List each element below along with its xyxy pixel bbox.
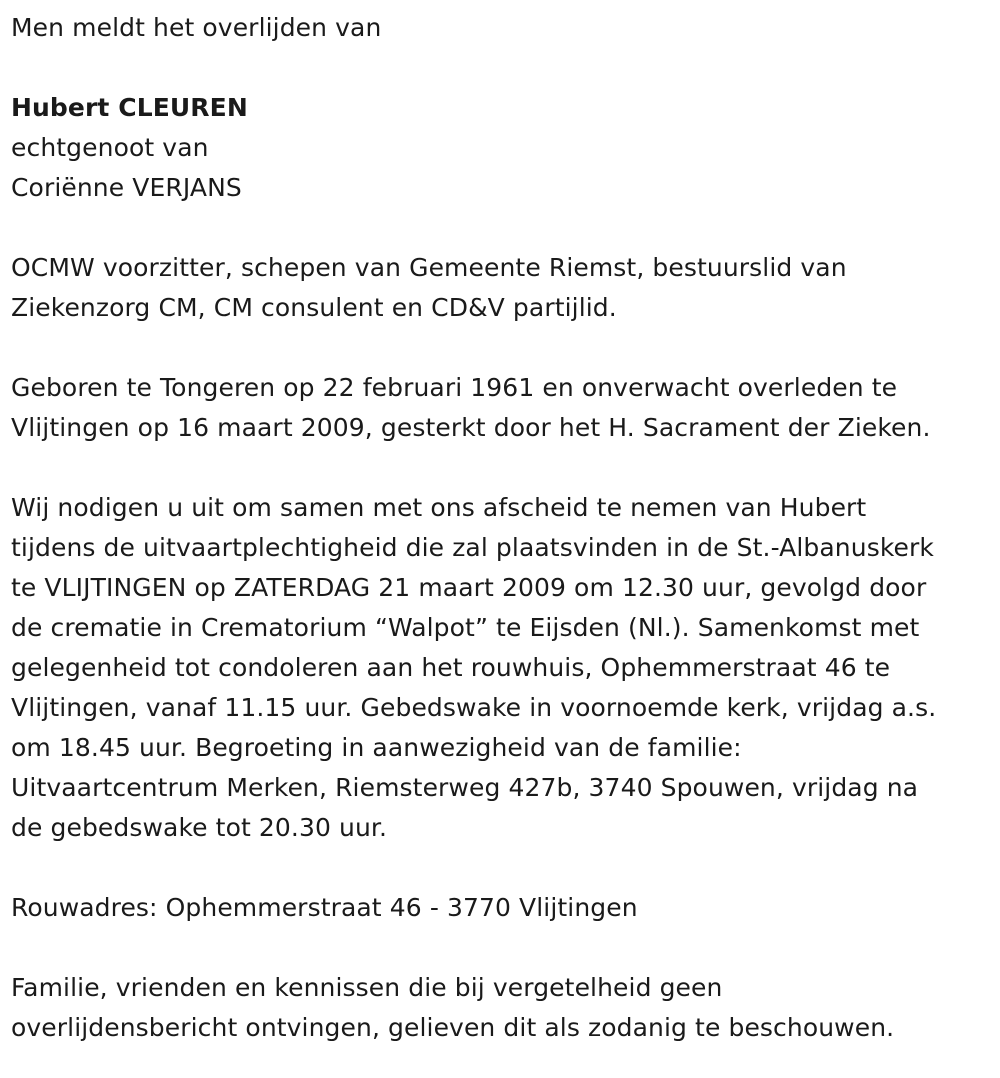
spouse-label: echtgenoot van bbox=[11, 133, 209, 162]
paragraph-line: te VLIJTINGEN op ZATERDAG 21 maart 2009 om 12.30 uur, gevolgd door bbox=[11, 573, 927, 602]
spacer bbox=[11, 928, 991, 968]
closing-paragraph bbox=[11, 968, 991, 1048]
paragraph-line: gelegenheid tot condoleren aan het rouwhuis, Ophemmerstraat 46 te bbox=[11, 653, 891, 682]
paragraph-line: OCMW voorzitter, schepen van Gemeente Riemst, bestuurslid van bbox=[11, 253, 847, 282]
invitation-paragraph bbox=[11, 488, 991, 848]
death-notice bbox=[11, 8, 991, 1048]
paragraph-line: om 18.45 uur. Begroeting in aanwezigheid van de familie: bbox=[11, 733, 742, 762]
intro-text: Men meldt het overlijden van bbox=[11, 13, 382, 42]
paragraph-line: tijdens de uitvaartplechtigheid die zal plaatsvinden in de St.-Albanuskerk bbox=[11, 533, 934, 562]
paragraph-line: Wij nodigen u uit om samen met ons afscheid te nemen van Hubert bbox=[11, 493, 867, 522]
paragraph-line: de crematie in Crematorium “Walpot” te Eijsden (Nl.). Samenkomst met bbox=[11, 613, 920, 642]
spacer bbox=[11, 848, 991, 888]
functions-paragraph bbox=[11, 248, 991, 328]
paragraph-line: Ziekenzorg CM, CM consulent en CD&V partijlid. bbox=[11, 293, 617, 322]
paragraph-line: overlijdensbericht ontvingen, gelieven dit als zodanig te beschouwen. bbox=[11, 1013, 895, 1042]
paragraph-line: Vlijtingen op 16 maart 2009, gesterkt door het H. Sacrament der Zieken. bbox=[11, 413, 931, 442]
spacer bbox=[11, 48, 991, 88]
paragraph-line: Vlijtingen, vanaf 11.15 uur. Gebedswake in voornoemde kerk, vrijdag a.s. bbox=[11, 693, 937, 722]
paragraph-line: Familie, vrienden en kennissen die bij vergetelheid geen bbox=[11, 973, 723, 1002]
deceased-name: Hubert CLEUREN bbox=[11, 93, 248, 122]
spacer bbox=[11, 448, 991, 488]
spacer bbox=[11, 328, 991, 368]
paragraph-line: de gebedswake tot 20.30 uur. bbox=[11, 813, 388, 842]
spacer bbox=[11, 208, 991, 248]
paragraph-line: Uitvaartcentrum Merken, Riemsterweg 427b, 3740 Spouwen, vrijdag na bbox=[11, 773, 919, 802]
spouse-name: Coriënne VERJANS bbox=[11, 173, 242, 202]
mourning-address: Rouwadres: Ophemmerstraat 46 - 3770 Vlijtingen bbox=[11, 893, 638, 922]
paragraph-line: Geboren te Tongeren op 22 februari 1961 en onverwacht overleden te bbox=[11, 373, 898, 402]
birth-death-paragraph bbox=[11, 368, 991, 448]
